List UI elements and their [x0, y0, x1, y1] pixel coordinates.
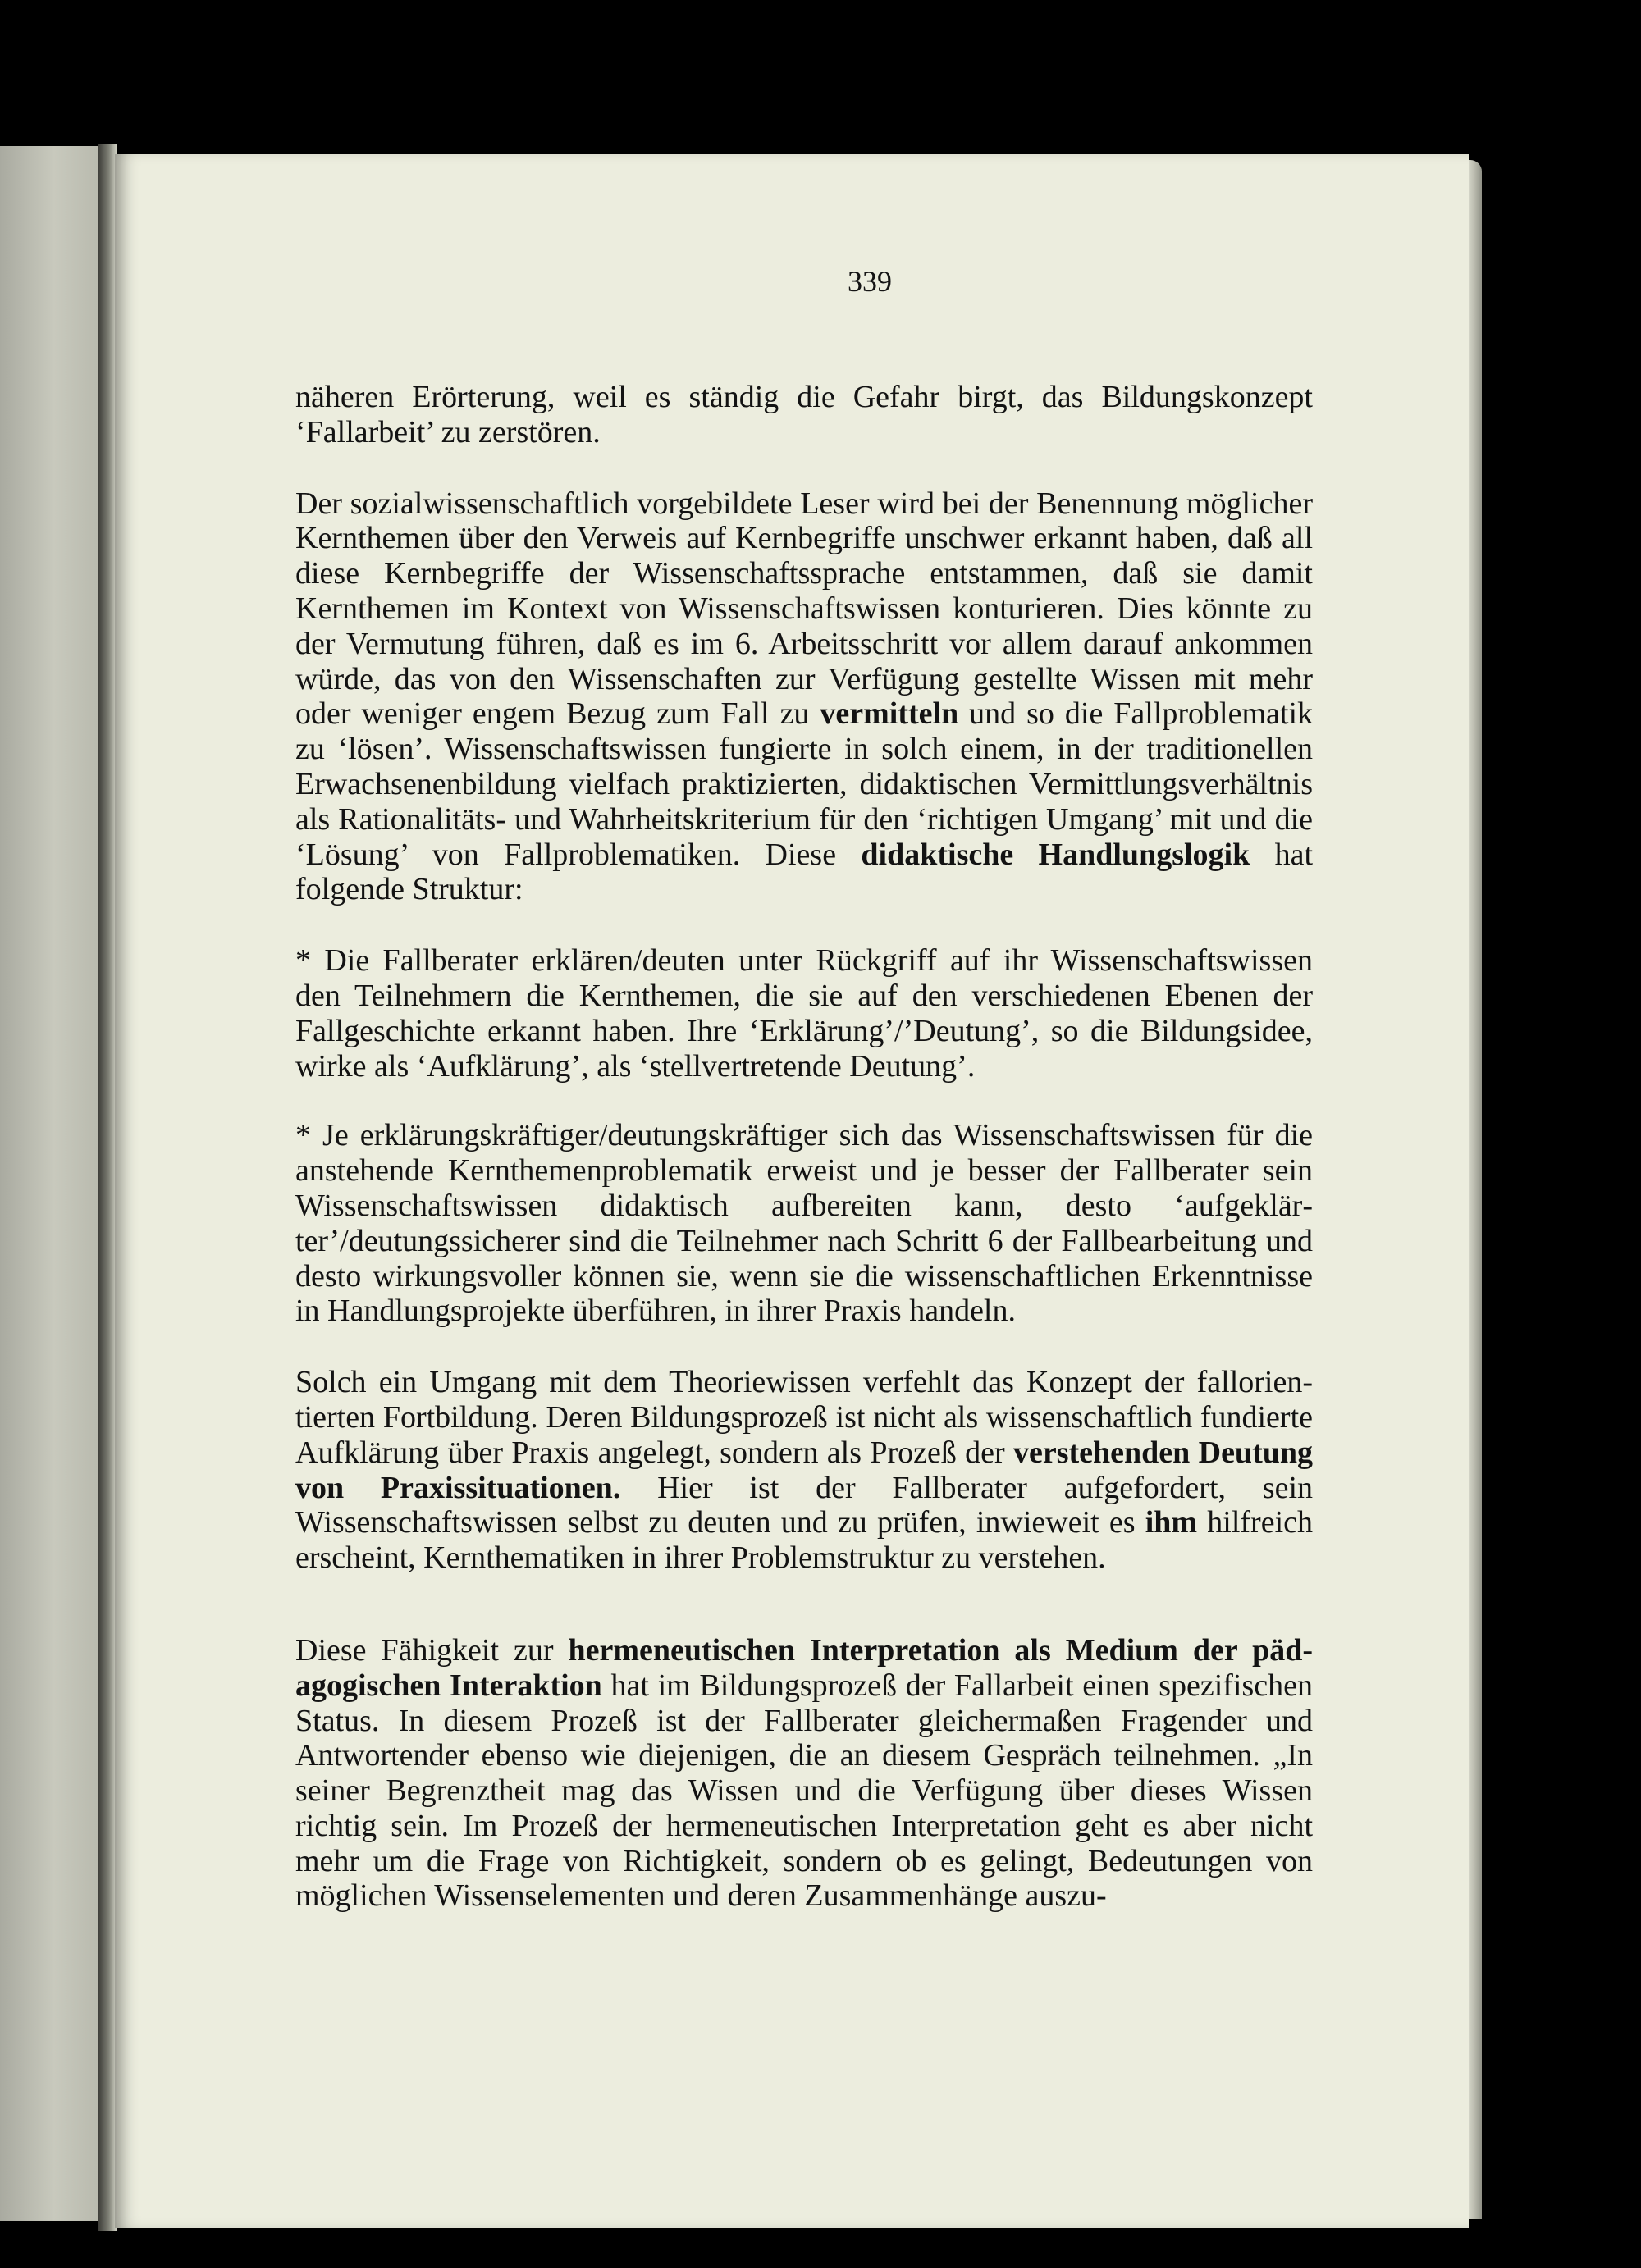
body-text: [295, 380, 1313, 1914]
text-segment: hat im Bildungsprozeß der Fallarbeit einen spezifischen Status. In diesem Prozeß ist der Fallberater gleichermaßen Fragender und Antwortender ebenso wie diejenigen, die an diesem Gespräch teilnehmen. „In seiner Begrenztheit mag das Wissen und die Verfügung über dieses Wissen richtig sein. Im Prozeß der hermeneutischen Interpretation geht es aber nicht mehr um die Frage von Richtigkeit, sondern ob es gelingt, Bedeutungen von möglichen Wissenselementen und deren Zusammenhänge auszu-: [295, 1668, 1313, 1914]
paragraph: [295, 1365, 1313, 1576]
bold-text-segment: hermeneutischen Interpretation als Medium der pädagogischen Interaktion: [295, 1632, 1313, 1703]
bold-text-segment: vermitteln: [820, 696, 959, 732]
bold-text-segment: ihm: [1145, 1505, 1198, 1540]
paragraph: [295, 1633, 1313, 1914]
bold-text-segment: didaktische Handlungslogik: [861, 837, 1250, 872]
page-number-row: [0, 264, 1641, 299]
text-segment: * Je erklärungskräftiger/deutungskräftiger sich das Wissenschaftswissen für die anstehende Kernthemenproblematik erweist und je besser der Fallberater sein Wissenschaftswissen didaktisch aufbereiten kann, desto ‘aufgeklärter’/deutungssicherer sind die Teilnehmer nach Schritt 6 der Fallbearbeitung und desto wirkungsvoller können sie, wenn sie die wissenschaftlichen Erkenntnisse in Handlungsprojekte überführen, in ihrer Praxis handeln.: [295, 1118, 1313, 1329]
text-segment: Solch ein Umgang mit dem Theoriewissen verfehlt das Konzept der fallorientierten Fortbildung. Deren Bildungsprozeß ist nicht als wissenschaftlich fundierte Aufklärung über Praxis angelegt, sondern als Prozeß der: [295, 1365, 1313, 1470]
text-segment: Der sozialwissenschaftlich vorgebildete Leser wird bei der Benennung möglicher Kernthemen über den Verweis auf Kernbegriffe unschwer erkannt haben, daß all diese Kernbegriffe der Wissenschaftssprache entstammen, daß sie damit Kernthemen im Kontext von Wissenschaftswissen konturieren. Dies könnte zu der Vermutung führen, daß es im 6. Arbeitsschritt vor allem darauf ankommen würde, das von den Wissenschaften zur Verfügung gestellte Wissen mit mehr oder weniger engem Bezug zum Fall zu: [295, 486, 1313, 732]
list-item: [295, 943, 1313, 1084]
text-segment: Diese Fähigkeit zur: [295, 1632, 569, 1668]
text-segment: Hier ist der Fallberater aufgefordert, sein Wissenschaftswissen selbst zu deuten und zu prüfen, inwieweit es: [295, 1470, 1313, 1540]
facing-page-edge: [0, 146, 98, 2221]
text-segment: hilfreich erscheint, Kernthematiken in ihrer Problemstruktur zu verstehen.: [295, 1505, 1313, 1576]
bold-text-segment: verstehenden Deutung von Praxissituationen.: [295, 1435, 1313, 1505]
paragraph: [295, 486, 1313, 908]
list-item: [295, 1118, 1313, 1329]
text-segment: näheren Erörterung, weil es ständig die Gefahr birgt, das Bildungskonzept ‘Fallarbeit’ zu zerstören.: [295, 380, 1313, 449]
page-number: 339: [848, 265, 892, 298]
book-gutter: [98, 144, 117, 2231]
page-right-edge: [1469, 160, 1482, 2219]
paragraph: [295, 380, 1313, 450]
text-segment: und so die Fallproblematik zu ‘lösen’. Wissenschaftswissen fungierte in solch einem, in der traditionellen Erwachsenenbildung vielfach praktizierten, didaktischen Vermittlungsverhältnis als Rationalitäts- und Wahrheitskriterium für den ‘richtigen Umgang’ mit und die ‘Lösung’ von Fallproblematiken. Diese: [295, 696, 1313, 872]
text-segment: * Die Fallberater erklären/deuten unter Rückgriff auf ihr Wissenschaftswissen den Teilnehmern die Kernthemen, die sie auf den verschiedenen Ebenen der Fallgeschichte erkannt haben. Ihre ‘Erklärung’/’Deutung’, so die Bildungsidee, wirke als ‘Aufklärung’, als ‘stellvertretende Deutung’.: [295, 943, 1313, 1084]
text-segment: hat folgende Struktur:: [295, 837, 1313, 907]
